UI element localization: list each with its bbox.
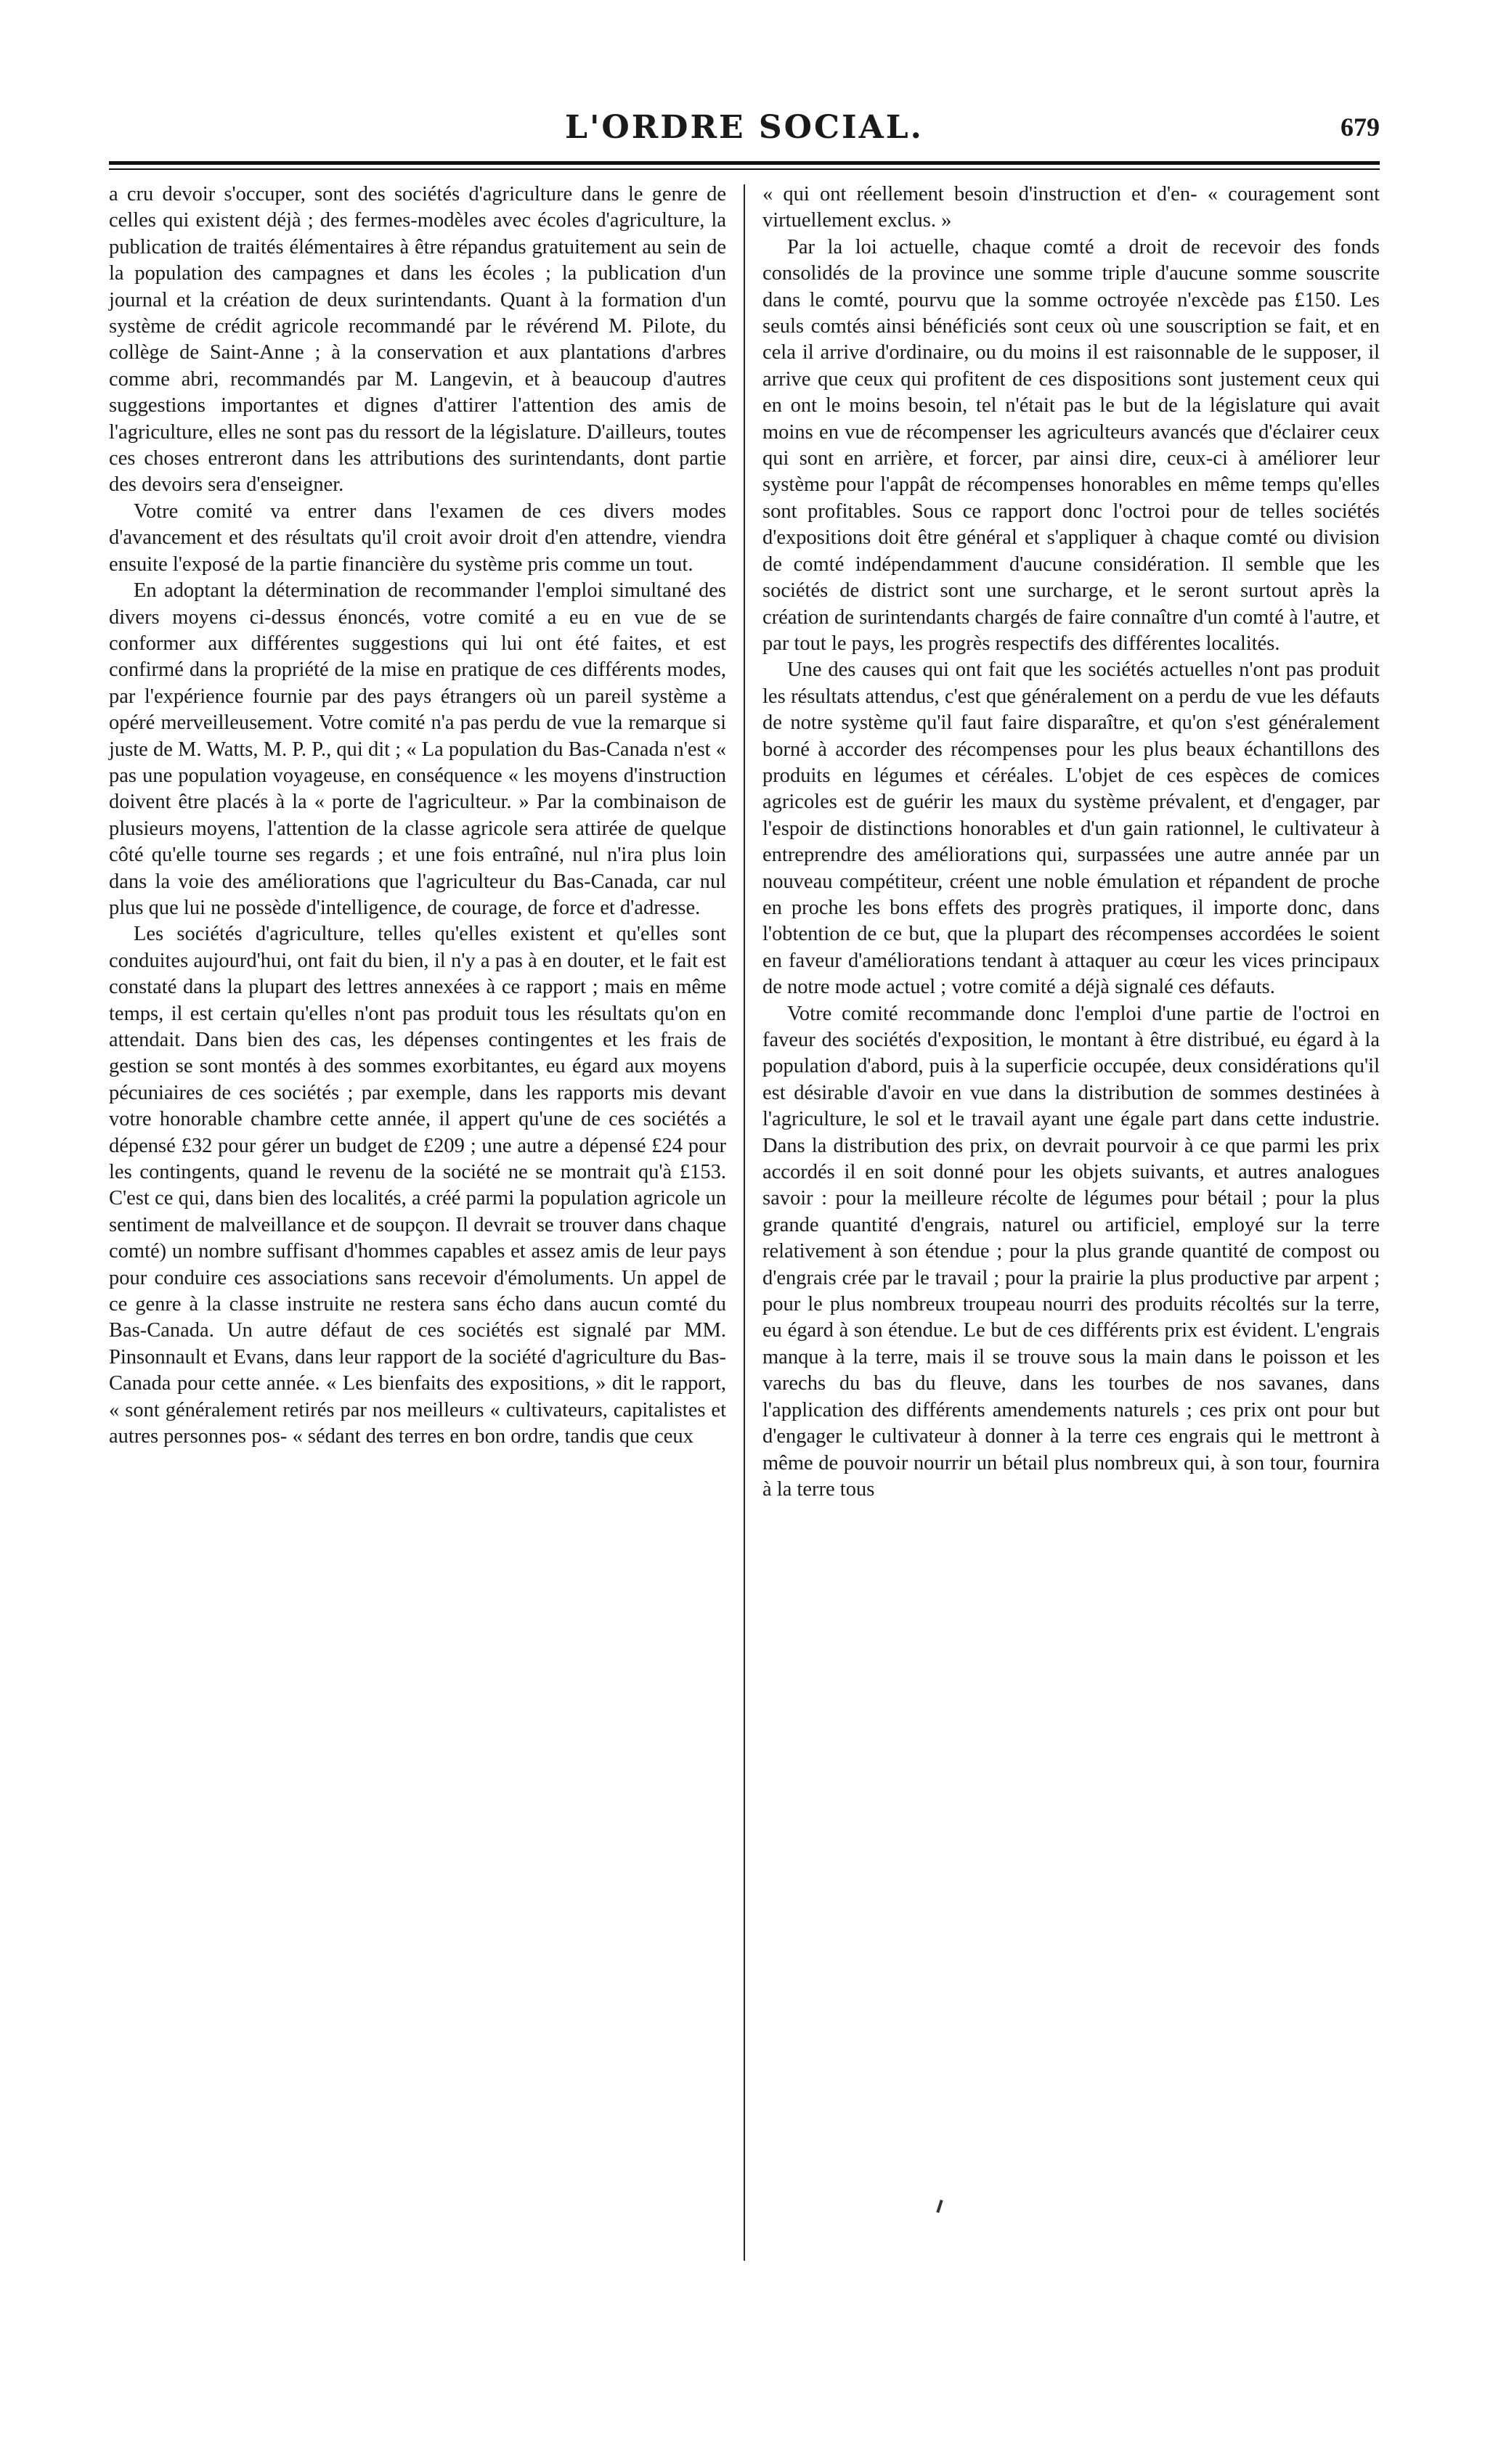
left-column: [109, 181, 726, 1503]
newspaper-page: [109, 109, 1380, 2396]
paragraph: « qui ont réellement besoin d'instruction et d'en- « couragement sont virtuellement exclus. »: [762, 183, 1380, 232]
paragraph: Votre comité va entrer dans l'examen de ces divers modes d'avancement et des résultats qu'il croit avoir droit d'en attendre, viendra ensuite l'exposé de la partie financière du système pris comme un tout.: [109, 499, 726, 576]
paragraph: Votre comité recommande donc l'emploi d'une partie de l'octroi en faveur des sociétés d'exposition, le montant à être distribué, eu égard à la population d'abord, puis à la superficie occupée, deux considérations qu'il est désirable d'avoir en vue dans la distribution de sommes destinées à l'agriculture, le sol et le travail ayant une égale part dans cette industrie. Dans la distribution des prix, on devrait pourvoir à ce que parmi les prix accordés il en soit donné pour les objets suivants, et autres analogues savoir : pour la meilleure récolte de légumes pour bétail ; pour la plus grande quantité d'engrais, naturel ou artificiel, employé sur la terre relativement à son étendue ; pour la plus grande quantité de compost ou d'engrais crée par le travail ; pour la prairie la plus productive par arpent ; pour le plus nombreux troupeau nourri des produits récoltés sur la terre, eu égard à son étendue. Le but de ces différents prix est évident. L'engrais manque à la terre, mais il se trouve sous la main dans le poisson et les varechs du bas du fleuve, dans les tourbes de nos savanes, dans l'application des différents amendements naturels ; ces prix ont pour but d'engager le cultivateur à donner à la terre ces engrais qui le mettront à même de pouvoir nourrir un bétail plus nombreux qui, à son tour, fournira à la terre tous: [762, 1002, 1380, 1501]
paragraph: a cru devoir s'occuper, sont des sociétés d'agriculture dans le genre de celles qui existent déjà ; des fermes-modèles avec écoles d'agriculture, la publication de traités élémentaires à être répandus gratuitement au sein de la population des campagnes et dans les écoles ; la publication d'un journal et la création de deux surintendants. Quant à la formation d'un système de crédit agricole recommandé par le révérend M. Pilote, du collège de Saint-Anne ; à la conservation et aux plantations d'arbres comme abri, recommandés par M. Langevin, et à beaucoup d'autres suggestions importantes et dignes d'attirer l'attention des amis de l'agriculture, elles ne sont pas du ressort de la législature. D'ailleurs, toutes ces choses entreront dans les attributions des surintendants, dont partie des devoirs sera d'enseigner.: [109, 183, 726, 497]
paragraph: Une des causes qui ont fait que les sociétés actuelles n'ont pas produit les résultats attendus, c'est que généralement on a perdu de vue les défauts de notre système qu'il faut faire disparaître, et qu'on s'est généralement borné à accorder des récompenses pour les plus beaux échantillons des produits en légumes et céréales. L'objet de ces espèces de comices agricoles est de guérir les maux du système prévalent, et d'engager, par l'espoir de distinctions honorables et d'un gain rationnel, le cultivateur à entreprendre des améliorations qui, surpassées une autre année par un nouveau compétiteur, créent une noble émulation et répandent de proche en proche les bons effets des progrès pratiques, il importe donc, dans l'obtention de ce but, que la plupart des récompenses accordées le soient en faveur d'améliorations tendant à attaquer au cœur les vices principaux de notre mode actuel ; votre comité a déjà signalé ces défauts.: [762, 658, 1380, 999]
page-number: 679: [1341, 113, 1380, 142]
header-rule-thick: [109, 161, 1380, 165]
header-rule-thin: [109, 168, 1380, 170]
paragraph: Par la loi actuelle, chaque comté a droit de recevoir des fonds consolidés de la province une somme triple d'aucune somme souscrite dans le comté, pourvu que la somme octroyée n'excède pas £150. Les seuls comtés ainsi bénéficiés sont ceux où une souscription se fait, et en cela il arrive d'ordinaire, ou du moins il est raisonnable de le supposer, il arrive que ceux qui profitent de ces dispositions sont justement ceux qui en ont le moins besoin, tel n'était pas le but de la législature qui avait moins en vue de récompenser les agriculteurs avancés que d'éclairer ceux qui sont en arrière, et forcer, par ainsi dire, ceux-ci à améliorer leur système pour l'appât de récompenses honorables en même temps qu'elles sont profitables. Sous ce rapport donc l'octroi pour de telles sociétés d'expositions doit être général et s'appliquer à chaque comté ou division de comté indépendamment d'aucune considération. Il semble que les sociétés de district sont une surcharge, et le seront surtout après la création de surintendants chargés de faire connaître d'un comté à l'autre, et par tout le pays, les progrès respectifs des différentes localités.: [762, 235, 1380, 655]
column-divider: [744, 184, 745, 2261]
page-header: [109, 109, 1380, 152]
paragraph: Les sociétés d'agriculture, telles qu'elles existent et qu'elles sont conduites aujourd'hui, ont fait du bien, il n'y a pas à en douter, et le fait est constaté dans la plupart des lettres annexées à ce rapport ; mais en même temps, il est certain qu'elles n'ont pas produit tous les résultats qu'on en attendait. Dans bien des cas, les dépenses contingentes et les frais de gestion se sont montés à des sommes exorbitantes, eu égard aux moyens pécuniaires de ces sociétés ; par exemple, dans les rapports mis devant votre honorable chambre cette année, il appert qu'une de ces sociétés a dépensé £32 pour gérer un budget de £209 ; une autre a dépensé £24 pour les contingents, quand le revenu de la société ne se montrait qu'à £153. C'est ce qui, dans bien des localités, a créé parmi la population agricole un sentiment de malveillance et de soupçon. Il devrait se trouver dans chaque comté) un nombre suffisant d'hommes capables et assez amis de leur pays pour conduire ces associations sans recevoir d'émoluments. Un appel de ce genre à la classe instruite ne restera sans écho dans aucun comté du Bas-Canada. Un autre défaut de ces sociétés est signalé par MM. Pinsonnault et Evans, dans leur rapport de la société d'agriculture du Bas-Canada pour cette année. « Les bienfaits des expositions, » dit le rapport, « sont généralement retirés par nos meilleurs « cultivateurs, capitalistes et autres personnes pos- « sédant des terres en bon ordre, tandis que ceux: [109, 923, 726, 1448]
running-title: L'ORDRE SOCIAL.: [565, 109, 924, 146]
paragraph: En adoptant la détermination de recommander l'emploi simultané des divers moyens ci-dessus énoncés, votre comité a eu en vue de se conformer aux différentes suggestions qui lui ont été faites, et est confirmé dans la propriété de la mise en pratique de ces différents modes, par l'expérience fournie par des pays étrangers où un pareil système a opéré merveilleusement. Votre comité n'a pas perdu de vue la remarque si juste de M. Watts, M. P. P., qui dit ; « La population du Bas-Canada n'est « pas une population voyageuse, en conséquence « les moyens d'instruction doivent être placés à la « porte de l'agriculteur. » Par la combinaison de plusieurs moyens, l'attention de la classe agricole sera attirée de quelque côté qu'elle tourne ses regards ; et une fois entraîné, nul n'ira plus loin dans la voie des améliorations que l'agriculteur du Bas-Canada, car nul plus que lui ne possède d'intelligence, de courage, de force et d'adresse.: [109, 579, 726, 919]
right-column: [762, 181, 1380, 1503]
